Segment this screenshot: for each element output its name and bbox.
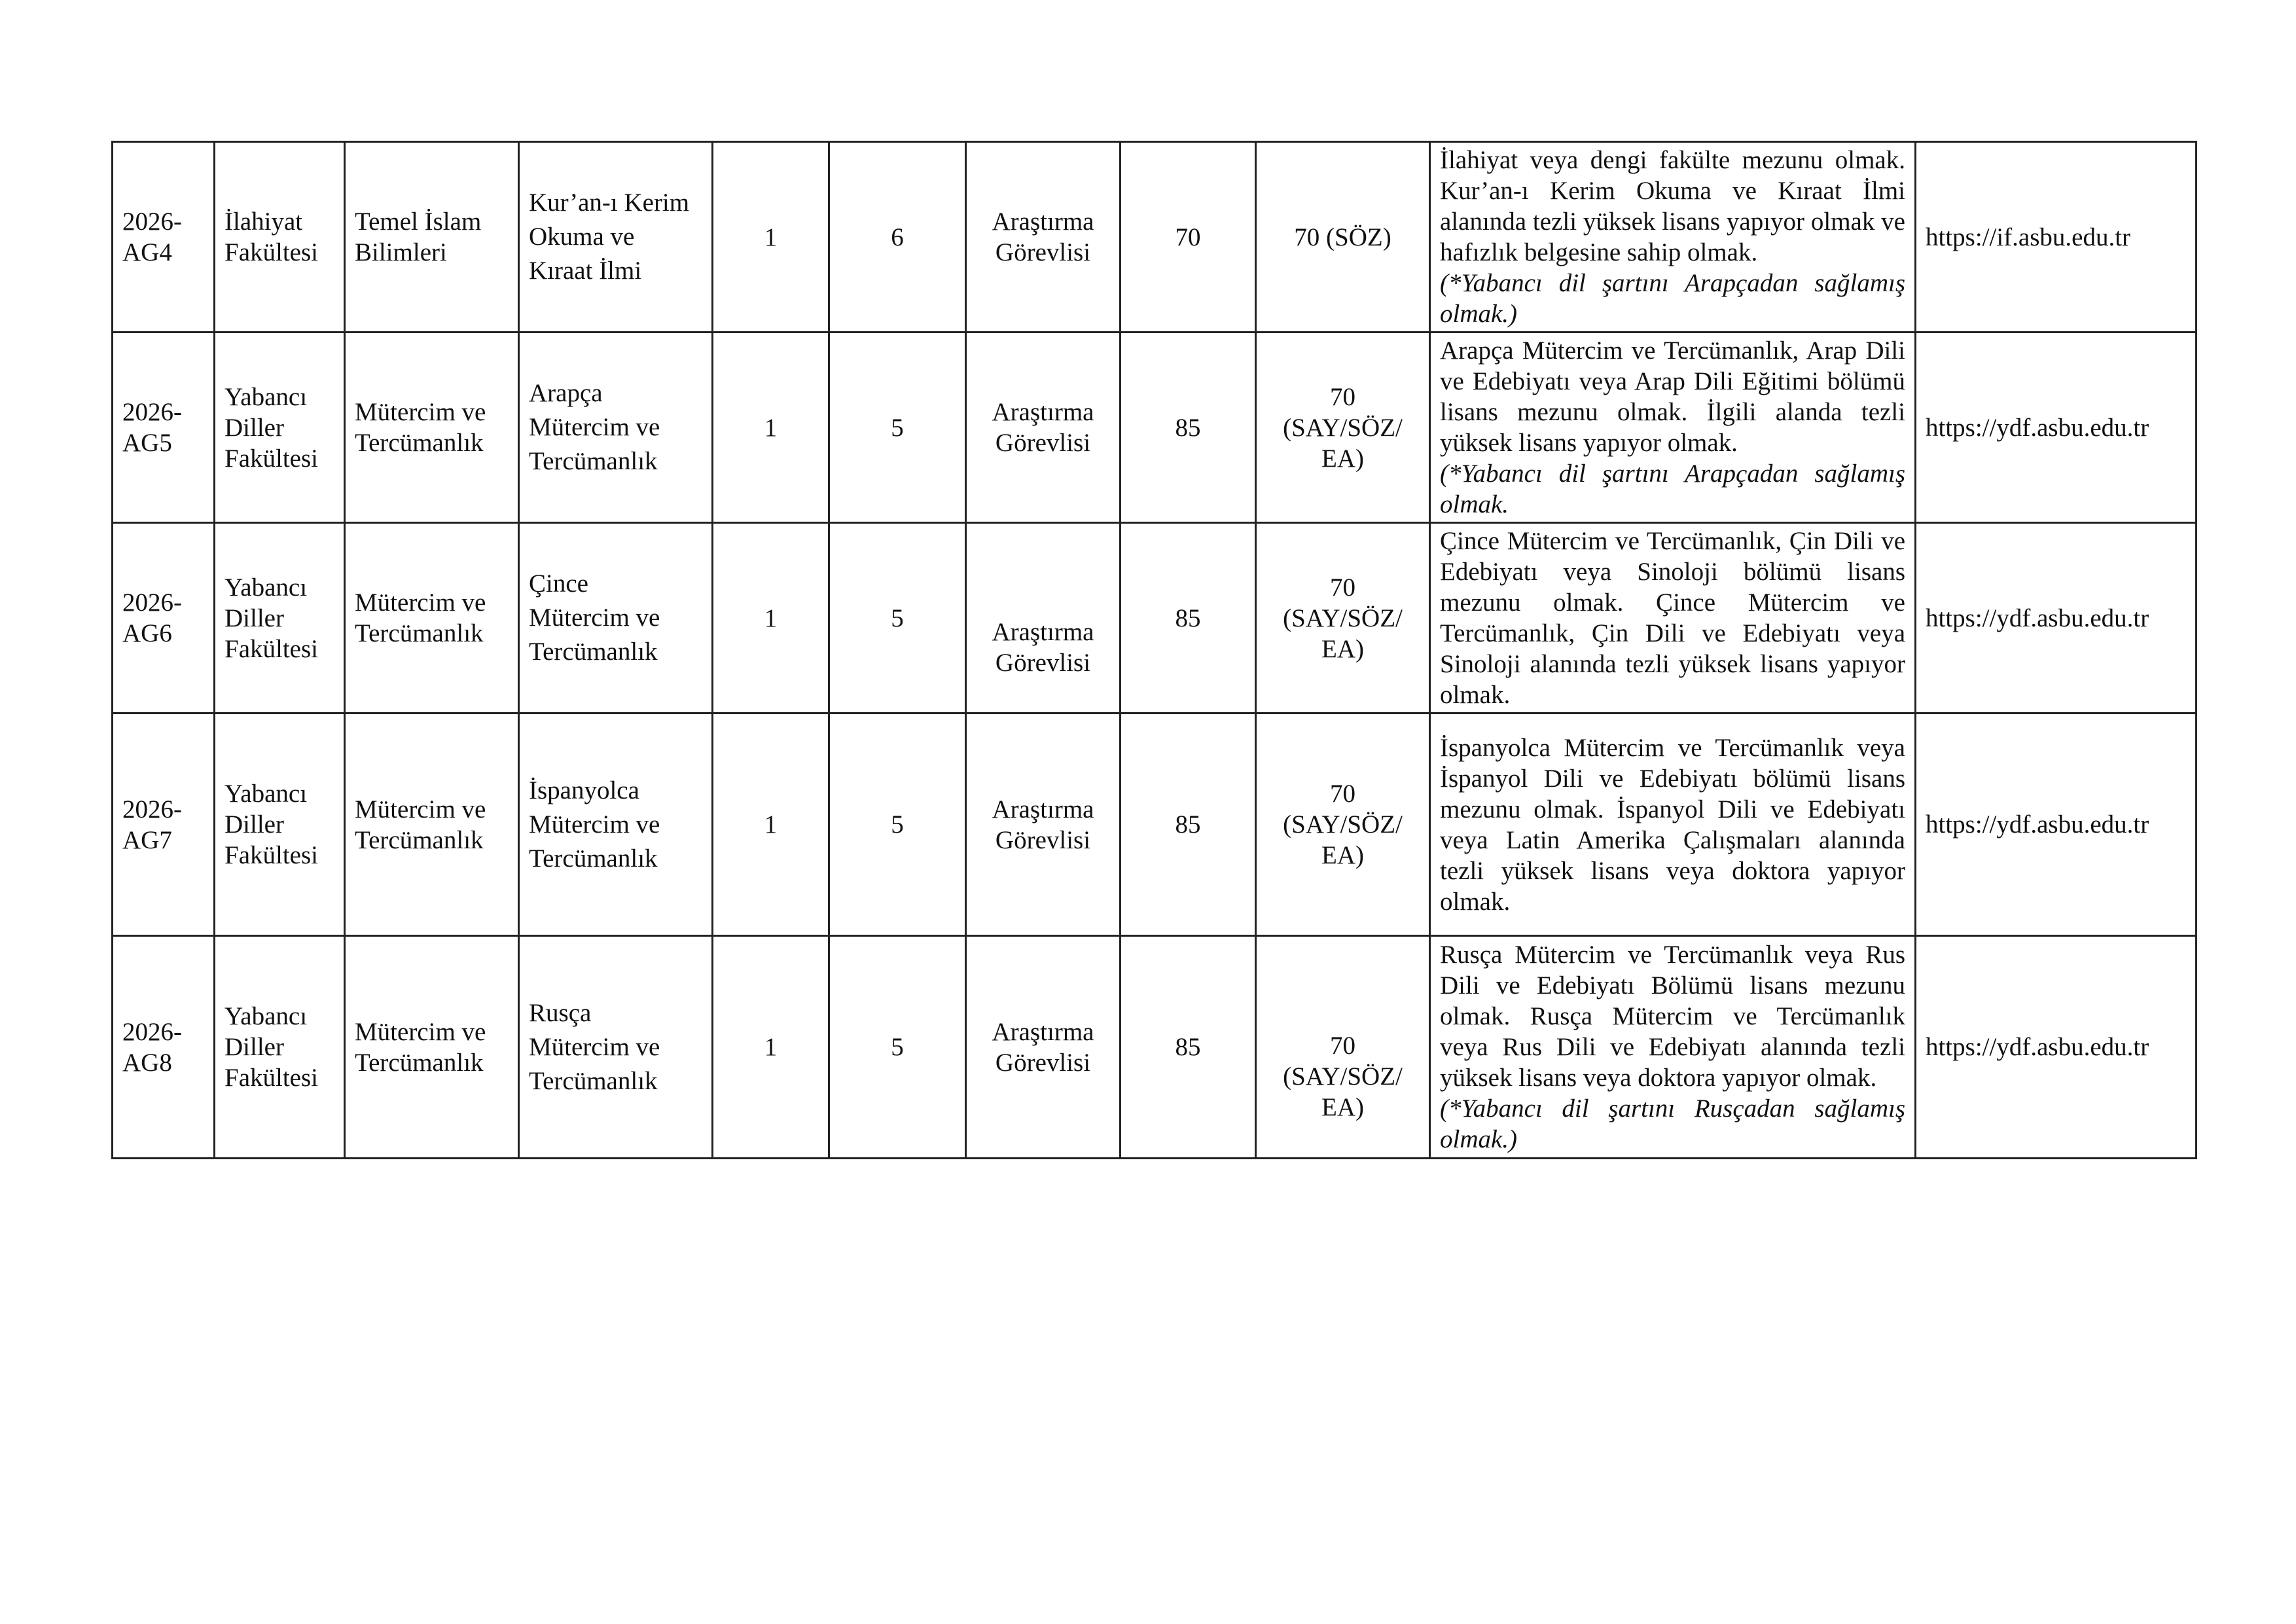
- department-cell: Mütercim ve Tercümanlık: [345, 523, 519, 713]
- quota-cell: 1: [713, 523, 829, 713]
- program-cell: Çince Mütercim ve Tercümanlık: [519, 523, 713, 713]
- requirements-cell: [1430, 333, 1916, 523]
- table-row: [113, 523, 2197, 713]
- quota-cell: 1: [713, 333, 829, 523]
- degree-cell: 5: [829, 713, 966, 936]
- requirements-text: Arapça Mütercim ve Tercümanlık, Arap Dili ve Edebiyatı veya Arap Dili Eğitimi bölümü lisans mezunu olmak. İlgili alanda tezli yüksek lisans yapıyor olmak.: [1440, 336, 1905, 457]
- title-cell: Araştırma Görevlisi: [966, 713, 1121, 936]
- requirements-text: Rusça Mütercim ve Tercümanlık veya Rus Dili ve Edebiyatı Bölümü lisans mezunu olmak. Rusça Mütercim ve Tercümanlık veya Rus Dili ve Edebiyatı alanında tezli yüksek lisans veya doktora yapıyor olmak.: [1440, 941, 1905, 1092]
- quota-cell: 1: [713, 142, 829, 333]
- position-code-cell: 2026- AG5: [113, 333, 215, 523]
- quota-cell: 1: [713, 936, 829, 1159]
- title-cell: Araştırma Görevlisi: [966, 936, 1121, 1159]
- exam-score-cell: 70 (SÖZ): [1256, 142, 1430, 333]
- exam-score-cell: 70 (SAY/SÖZ/ EA): [1256, 333, 1430, 523]
- exam-score-cell: 70 (SAY/SÖZ/ EA): [1256, 523, 1430, 713]
- url-cell[interactable]: https://ydf.asbu.edu.tr: [1916, 713, 2197, 936]
- requirements-text: Çince Mütercim ve Tercümanlık, Çin Dili ve Edebiyatı veya Sinoloji bölümü lisans mezunu olmak. Çince Mütercim ve Tercümanlık, Çin Dili ve Edebiyatı veya Sinoloji alanında tezli yüksek lisans yapıyor olmak.: [1440, 527, 1905, 709]
- degree-cell: 5: [829, 523, 966, 713]
- requirements-cell: [1430, 523, 1916, 713]
- requirements-cell: [1430, 713, 1916, 936]
- position-code-cell: 2026- AG6: [113, 523, 215, 713]
- title-cell: Araştırma Görevlisi: [966, 333, 1121, 523]
- score-cell: 85: [1121, 936, 1256, 1159]
- url-cell[interactable]: https://ydf.asbu.edu.tr: [1916, 333, 2197, 523]
- faculty-cell: Yabancı Diller Fakültesi: [215, 936, 345, 1159]
- requirements-cell: [1430, 142, 1916, 333]
- program-cell: Rusça Mütercim ve Tercümanlık: [519, 936, 713, 1159]
- score-cell: 85: [1121, 713, 1256, 936]
- language-note: (*Yabancı dil şartını Rusçadan sağlamış olmak.): [1440, 1094, 1905, 1153]
- faculty-cell: Yabancı Diller Fakültesi: [215, 523, 345, 713]
- positions-table: [111, 141, 2197, 1159]
- faculty-cell: Yabancı Diller Fakültesi: [215, 713, 345, 936]
- department-cell: Mütercim ve Tercümanlık: [345, 713, 519, 936]
- position-code-cell: 2026- AG7: [113, 713, 215, 936]
- requirements-text: İspanyolca Mütercim ve Tercümanlık veya İspanyol Dili ve Edebiyatı bölümü lisans mezunu olmak. İspanyol Dili ve Edebiyatı veya Latin Amerika Çalışmaları alanında tezli yüksek lisans veya doktora yapıyor olmak.: [1440, 733, 1905, 916]
- degree-cell: 6: [829, 142, 966, 333]
- language-note: (*Yabancı dil şartını Arapçadan sağlamış olmak.: [1440, 460, 1905, 518]
- requirements-cell: [1430, 936, 1916, 1159]
- quota-cell: 1: [713, 713, 829, 936]
- position-code-cell: 2026- AG4: [113, 142, 215, 333]
- position-code-cell: 2026- AG8: [113, 936, 215, 1159]
- program-cell: Arapça Mütercim ve Tercümanlık: [519, 333, 713, 523]
- table-row: [113, 713, 2197, 936]
- faculty-cell: Yabancı Diller Fakültesi: [215, 333, 345, 523]
- requirements-text: İlahiyat veya dengi fakülte mezunu olmak. Kur’an-ı Kerim Okuma ve Kıraat İlmi alanında tezli yüksek lisans yapıyor olmak ve hafızlık belgesine sahip olmak.: [1440, 146, 1905, 266]
- department-cell: Mütercim ve Tercümanlık: [345, 936, 519, 1159]
- table-row: [113, 142, 2197, 333]
- score-cell: 70: [1121, 142, 1256, 333]
- degree-cell: 5: [829, 936, 966, 1159]
- url-cell[interactable]: https://ydf.asbu.edu.tr: [1916, 936, 2197, 1159]
- title-cell: Araştırma Görevlisi: [966, 142, 1121, 333]
- url-cell[interactable]: https://ydf.asbu.edu.tr: [1916, 523, 2197, 713]
- department-cell: Mütercim ve Tercümanlık: [345, 333, 519, 523]
- title-cell: Araştırma Görevlisi: [966, 523, 1121, 713]
- url-cell[interactable]: https://if.asbu.edu.tr: [1916, 142, 2197, 333]
- program-cell: İspanyolca Mütercim ve Tercümanlık: [519, 713, 713, 936]
- department-cell: Temel İslam Bilimleri: [345, 142, 519, 333]
- degree-cell: 5: [829, 333, 966, 523]
- exam-score-cell: 70 (SAY/SÖZ/ EA): [1256, 713, 1430, 936]
- faculty-cell: İlahiyat Fakültesi: [215, 142, 345, 333]
- table-row: [113, 936, 2197, 1159]
- language-note: (*Yabancı dil şartını Arapçadan sağlamış olmak.): [1440, 269, 1905, 328]
- score-cell: 85: [1121, 333, 1256, 523]
- program-cell: Kur’an-ı Kerim Okuma ve Kıraat İlmi: [519, 142, 713, 333]
- exam-score-cell: 70 (SAY/SÖZ/ EA): [1256, 936, 1430, 1159]
- score-cell: 85: [1121, 523, 1256, 713]
- table-row: [113, 333, 2197, 523]
